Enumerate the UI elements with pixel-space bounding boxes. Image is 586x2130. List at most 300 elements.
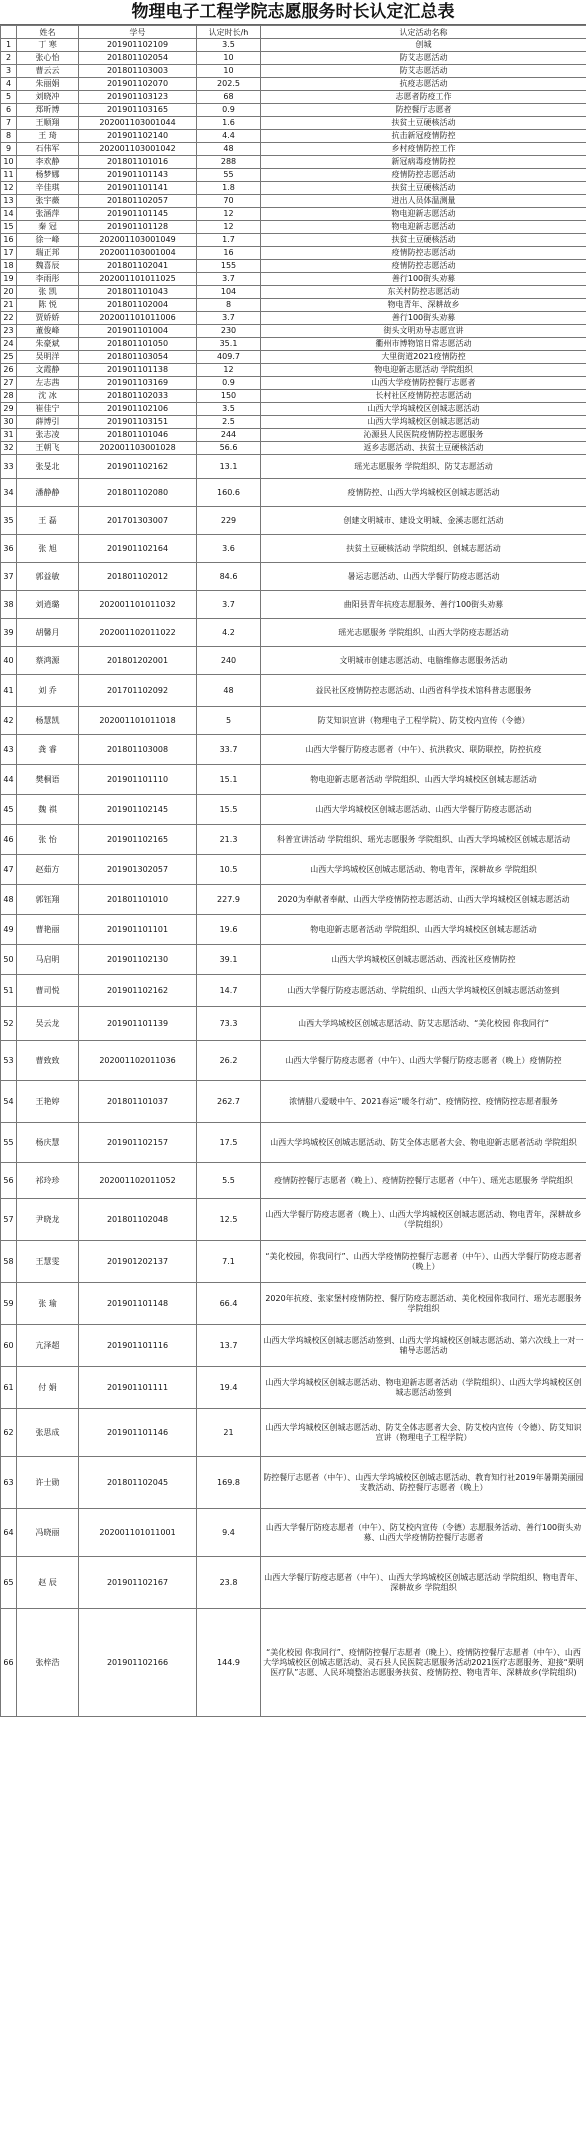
table-row [1,885,586,915]
row-activity: 新冠病毒疫情防控 [261,156,586,169]
row-hours: 229 [197,507,261,535]
header-name: 姓名 [17,26,79,39]
row-activity: 疫情防控志愿活动 [261,247,586,260]
row-index: 49 [1,915,17,945]
row-student-id: 201901102162 [79,975,197,1007]
row-name: 郭钰翔 [17,885,79,915]
table-row [1,455,586,479]
row-hours: 66.4 [197,1283,261,1325]
row-hours: 244 [197,429,261,442]
row-index: 60 [1,1325,17,1367]
row-student-id: 201801102041 [79,260,197,273]
row-student-id: 201901101148 [79,1283,197,1325]
row-index: 20 [1,286,17,299]
row-index: 28 [1,390,17,403]
table-row [1,312,586,325]
row-student-id: 201801103008 [79,735,197,765]
row-name: 张志凌 [17,429,79,442]
row-student-id: 202001102011036 [79,1041,197,1081]
row-activity: “美化校园 你我同行”、疫情防控餐厅志愿者（晚上）、疫情防控餐厅志愿者（中午）、山西大学坞城校区创城志愿活动、灵石县人民医院志愿服务活动2021医疗志愿服务、迎接“栗明医疗队”志愿、人民环境整治志愿服务扶贫、疫情防控、物电青年、深耕故乡(学院组织) [261,1609,586,1717]
row-hours: 15.1 [197,765,261,795]
row-name: 刘晓冲 [17,91,79,104]
row-index: 17 [1,247,17,260]
row-student-id: 201901102109 [79,39,197,52]
table-row [1,479,586,507]
table-row [1,1509,586,1557]
table-row [1,195,586,208]
table-row [1,299,586,312]
row-hours: 48 [197,143,261,156]
table-body [1,39,586,1717]
row-activity: 山西大学疫情防控餐厅志愿者 [261,377,586,390]
row-name: 徐一峰 [17,234,79,247]
row-hours: 0.9 [197,377,261,390]
row-name: 张宇薇 [17,195,79,208]
row-student-id: 201901101139 [79,1007,197,1041]
row-name: 张 凯 [17,286,79,299]
row-activity: 瑶光志愿服务 学院组织、山西大学防疫志愿活动 [261,619,586,647]
page-title: 物理电子工程学院志愿服务时长认定汇总表 [0,0,586,25]
row-name: 吴云龙 [17,1007,79,1041]
row-hours: 230 [197,325,261,338]
table-row [1,1041,586,1081]
row-name: 郑昕博 [17,104,79,117]
row-student-id: 202001101011018 [79,707,197,735]
table-row [1,1199,586,1241]
row-activity: 返乡志愿活动、扶贫土豆硬核活动 [261,442,586,455]
row-name: 王顺翔 [17,117,79,130]
row-activity: 山西大学餐厅防疫志愿者（中午）、山西大学餐厅防疫志愿者（晚上）疫情防控 [261,1041,586,1081]
row-name: 辛佳琪 [17,182,79,195]
row-student-id: 202001102011052 [79,1163,197,1199]
row-hours: 12.5 [197,1199,261,1241]
row-name: 郭益敏 [17,563,79,591]
header-index [1,26,17,39]
row-student-id: 201901101128 [79,221,197,234]
row-name: 石伟军 [17,143,79,156]
table-row [1,39,586,52]
row-hours: 5.5 [197,1163,261,1199]
table-row [1,1241,586,1283]
row-student-id: 201801103054 [79,351,197,364]
row-name: 王慧雯 [17,1241,79,1283]
table-row [1,390,586,403]
row-activity: 防艾志愿活动 [261,65,586,78]
row-name: 胡馨月 [17,619,79,647]
row-hours: 3.6 [197,535,261,563]
row-name: 潘静静 [17,479,79,507]
row-activity: 街头文明劝导志愿宣讲 [261,325,586,338]
row-activity: 山西大学坞城校区创城志愿活动、西流社区疫情防控 [261,945,586,975]
row-index: 50 [1,945,17,975]
row-index: 15 [1,221,17,234]
row-student-id: 201901101145 [79,208,197,221]
row-name: 张 怡 [17,825,79,855]
table-row [1,1123,586,1163]
row-activity: 扶贫土豆硬核活动 [261,117,586,130]
row-index: 54 [1,1081,17,1123]
row-name: 尹晓龙 [17,1199,79,1241]
row-activity: 物电迎新志愿活动 [261,208,586,221]
row-student-id: 201901102165 [79,825,197,855]
row-student-id: 201801101043 [79,286,197,299]
row-name: 张 瑜 [17,1283,79,1325]
row-index: 31 [1,429,17,442]
row-activity: 山西大学坞城校区创城志愿活动签到、山西大学坞城校区创城志愿活动、第六次线上一对一辅导志愿活动 [261,1325,586,1367]
row-index: 25 [1,351,17,364]
row-name: 瑞正邦 [17,247,79,260]
row-student-id: 201801101016 [79,156,197,169]
row-activity: 大里街道2021疫情防控 [261,351,586,364]
row-index: 52 [1,1007,17,1041]
row-name: 张 旭 [17,535,79,563]
row-index: 55 [1,1123,17,1163]
row-hours: 160.6 [197,479,261,507]
row-name: 丁 寒 [17,39,79,52]
table-row [1,1007,586,1041]
row-hours: 15.5 [197,795,261,825]
row-name: 曹云云 [17,65,79,78]
row-name: 陈 悦 [17,299,79,312]
row-index: 62 [1,1409,17,1457]
table-row [1,507,586,535]
table-row [1,143,586,156]
row-index: 63 [1,1457,17,1509]
row-activity: 浓情腊八爱暖中午、2021春运“暖冬行动”、疫情防控、疫情防控志愿者服务 [261,1081,586,1123]
row-index: 38 [1,591,17,619]
table-row [1,591,586,619]
row-hours: 240 [197,647,261,675]
row-student-id: 201901102162 [79,455,197,479]
row-student-id: 201801102033 [79,390,197,403]
row-hours: 4.4 [197,130,261,143]
row-student-id: 201901103151 [79,416,197,429]
row-name: 魏喜辰 [17,260,79,273]
row-index: 45 [1,795,17,825]
table-row [1,429,586,442]
row-name: 文霞静 [17,364,79,377]
table-row [1,156,586,169]
row-index: 46 [1,825,17,855]
row-name: 祁玲珍 [17,1163,79,1199]
row-hours: 8 [197,299,261,312]
row-activity: 山西大学坞城校区创城志愿活动、物电青年，深耕故乡 学院组织 [261,855,586,885]
row-index: 11 [1,169,17,182]
table-row [1,765,586,795]
table-row [1,535,586,563]
row-activity: 抗击新冠疫情防控 [261,130,586,143]
row-student-id: 201801102004 [79,299,197,312]
row-activity: 疫情防控、山西大学坞城校区创城志愿活动 [261,479,586,507]
row-student-id: 201901102070 [79,78,197,91]
row-activity: 防控餐厅志愿者 [261,104,586,117]
row-index: 32 [1,442,17,455]
row-name: 李雨彤 [17,273,79,286]
row-hours: 13.7 [197,1325,261,1367]
row-student-id: 201901101116 [79,1325,197,1367]
row-activity: 2020为奉献者奉献、山西大学疫情防控志愿活动、山西大学坞城校区创城志愿活动 [261,885,586,915]
table-row [1,1367,586,1409]
row-student-id: 201801102057 [79,195,197,208]
row-student-id: 201901101110 [79,765,197,795]
row-name: 秦 冠 [17,221,79,234]
row-hours: 155 [197,260,261,273]
table-row [1,1409,586,1457]
row-hours: 48 [197,675,261,707]
row-index: 36 [1,535,17,563]
header-student-id: 学号 [79,26,197,39]
table-row [1,221,586,234]
row-activity: 扶贫土豆硬核活动 [261,234,586,247]
row-name: 张涵萍 [17,208,79,221]
row-index: 33 [1,455,17,479]
row-activity: 山西大学坞城校区创城志愿活动、物电迎新志愿者活动（学院组织）、山西大学坞城校区创城志愿活动签到 [261,1367,586,1409]
row-activity: 益民社区疫情防控志愿活动、山西省科学技术馆科普志愿服务 [261,675,586,707]
row-student-id: 201801202001 [79,647,197,675]
row-hours: 39.1 [197,945,261,975]
row-activity: 山西大学坞城校区创城志愿活动、山西大学餐厅防疫志愿活动 [261,795,586,825]
row-activity: 山西大学坞城校区创城志愿活动 [261,416,586,429]
row-student-id: 202001101011006 [79,312,197,325]
row-index: 66 [1,1609,17,1717]
table-row [1,563,586,591]
row-student-id: 201901103165 [79,104,197,117]
row-student-id: 202001103001044 [79,117,197,130]
table-row [1,619,586,647]
row-hours: 202.5 [197,78,261,91]
row-hours: 33.7 [197,735,261,765]
table-row [1,1609,586,1717]
table-row [1,117,586,130]
row-index: 12 [1,182,17,195]
row-hours: 3.5 [197,39,261,52]
table-row [1,855,586,885]
row-hours: 3.7 [197,312,261,325]
table-row [1,104,586,117]
row-activity: 物电迎新志愿活动 [261,221,586,234]
row-activity: 山西大学餐厅防疫志愿者（中午）、抗洪救灾、联防联控，防控抗疫 [261,735,586,765]
row-activity: 东关村防控志愿活动 [261,286,586,299]
row-student-id: 201901103123 [79,91,197,104]
row-index: 22 [1,312,17,325]
row-activity: 山西大学餐厅防疫志愿者（晚上）、山西大学坞城校区创城志愿活动、物电青年，深耕故乡（学院组织） [261,1199,586,1241]
row-hours: 7.1 [197,1241,261,1283]
row-student-id: 201901202137 [79,1241,197,1283]
table-row [1,65,586,78]
row-activity: 衢州市博物馆日常志愿活动 [261,338,586,351]
row-activity: 科普宣讲活动 学院组织、瑶光志愿服务 学院组织、山西大学坞城校区创城志愿活动 [261,825,586,855]
row-activity: 防艾知识宣讲（物理电子工程学院）、防艾校内宣传（令德） [261,707,586,735]
row-name: 亢泽超 [17,1325,79,1367]
table-row [1,169,586,182]
row-activity: 疫情防控志愿活动 [261,169,586,182]
table-row [1,208,586,221]
row-index: 8 [1,130,17,143]
row-hours: 409.7 [197,351,261,364]
row-index: 65 [1,1557,17,1609]
row-name: 龚 睿 [17,735,79,765]
row-hours: 144.9 [197,1609,261,1717]
row-hours: 73.3 [197,1007,261,1041]
row-activity: 乡村疫情防控工作 [261,143,586,156]
row-index: 57 [1,1199,17,1241]
table-row [1,234,586,247]
row-hours: 84.6 [197,563,261,591]
row-activity: 山西大学餐厅防疫志愿活动、学院组织、山西大学坞城校区创城志愿活动签到 [261,975,586,1007]
row-student-id: 202001103001049 [79,234,197,247]
row-index: 58 [1,1241,17,1283]
row-hours: 9.4 [197,1509,261,1557]
row-name: 吴明洋 [17,351,79,364]
row-hours: 169.8 [197,1457,261,1509]
row-name: 曹司悦 [17,975,79,1007]
row-activity: 物电迎新志愿活动 学院组织 [261,364,586,377]
summary-table [0,25,586,1717]
row-index: 37 [1,563,17,591]
table-row [1,260,586,273]
row-activity: “美化校园，你我同行”、山西大学疫情防控餐厅志愿者（中午）、山西大学餐厅防疫志愿者（晚上） [261,1241,586,1283]
row-index: 41 [1,675,17,707]
row-hours: 104 [197,286,261,299]
row-index: 16 [1,234,17,247]
row-activity: 物电青年、深耕故乡 [261,299,586,312]
table-row [1,825,586,855]
row-hours: 13.1 [197,455,261,479]
table-row [1,975,586,1007]
table-row [1,247,586,260]
row-student-id: 202001103001004 [79,247,197,260]
row-hours: 19.6 [197,915,261,945]
row-name: 刘逍璐 [17,591,79,619]
row-hours: 19.4 [197,1367,261,1409]
row-activity: 疫情防控志愿活动 [261,260,586,273]
row-index: 27 [1,377,17,390]
row-hours: 227.9 [197,885,261,915]
row-index: 61 [1,1367,17,1409]
row-hours: 55 [197,169,261,182]
table-row [1,286,586,299]
row-hours: 2.5 [197,416,261,429]
row-hours: 10 [197,65,261,78]
table-row [1,273,586,286]
row-hours: 21 [197,1409,261,1457]
row-student-id: 201801101037 [79,1081,197,1123]
table-header-row [1,26,586,39]
row-activity: 创建文明城市、建设文明城、金溪志愿红活动 [261,507,586,535]
row-student-id: 202001102011022 [79,619,197,647]
row-index: 53 [1,1041,17,1081]
row-activity: 山西大学餐厅防疫志愿者（中午）、防艾校内宣传（令德）志愿服务活动、善行100街头劝募、山西大学疫情防控餐厅志愿者 [261,1509,586,1557]
table-row [1,325,586,338]
row-activity: 山西大学坞城校区创城志愿活动、防艾全体志愿者大会、防艾校内宣传（令德）、防艾知识宣讲（物理电子工程学院） [261,1409,586,1457]
row-student-id: 202001101011025 [79,273,197,286]
row-name: 刘 乔 [17,675,79,707]
row-activity: 曲阳县青年抗疫志愿服务、善行100街头劝募 [261,591,586,619]
row-index: 2 [1,52,17,65]
row-index: 59 [1,1283,17,1325]
row-activity: 物电迎新志愿者活动 学院组织、山西大学坞城校区创城志愿活动 [261,765,586,795]
table-row [1,707,586,735]
row-student-id: 201901102157 [79,1123,197,1163]
row-index: 19 [1,273,17,286]
row-student-id: 202001103001028 [79,442,197,455]
row-student-id: 201901101101 [79,915,197,945]
row-name: 许士勋 [17,1457,79,1509]
row-student-id: 201701102092 [79,675,197,707]
row-index: 9 [1,143,17,156]
row-index: 56 [1,1163,17,1199]
row-hours: 14.7 [197,975,261,1007]
row-hours: 68 [197,91,261,104]
row-name: 曹艳丽 [17,915,79,945]
row-hours: 26.2 [197,1041,261,1081]
row-activity: 长村社区疫情防控志愿活动 [261,390,586,403]
table-row [1,735,586,765]
row-name: 朱豪斌 [17,338,79,351]
table-row [1,1081,586,1123]
row-activity: 创城 [261,39,586,52]
row-name: 杨梦娜 [17,169,79,182]
row-student-id: 201801101010 [79,885,197,915]
row-hours: 17.5 [197,1123,261,1163]
table-row [1,78,586,91]
table-row [1,915,586,945]
row-index: 35 [1,507,17,535]
row-index: 26 [1,364,17,377]
row-name: 王 琦 [17,130,79,143]
table-row [1,182,586,195]
row-index: 1 [1,39,17,52]
row-student-id: 201801102048 [79,1199,197,1241]
table-row [1,795,586,825]
table-row [1,1163,586,1199]
row-hours: 4.2 [197,619,261,647]
row-index: 21 [1,299,17,312]
row-activity: 防艾志愿活动 [261,52,586,65]
row-hours: 10.5 [197,855,261,885]
row-index: 3 [1,65,17,78]
row-hours: 21.3 [197,825,261,855]
row-index: 5 [1,91,17,104]
row-name: 张心怡 [17,52,79,65]
row-student-id: 201801102012 [79,563,197,591]
row-hours: 3.7 [197,273,261,286]
row-name: 蔡鸿源 [17,647,79,675]
row-student-id: 202001103001042 [79,143,197,156]
row-activity: 山西大学餐厅防疫志愿者（中午）、山西大学坞城校区创城志愿活动 学院组织、物电青年、深耕故乡 学院组织 [261,1557,586,1609]
row-index: 34 [1,479,17,507]
row-index: 23 [1,325,17,338]
row-hours: 3.5 [197,403,261,416]
row-name: 董俊峰 [17,325,79,338]
row-student-id: 201701303007 [79,507,197,535]
row-name: 付 娟 [17,1367,79,1409]
row-student-id: 201801102054 [79,52,197,65]
row-activity: 志愿者防疫工作 [261,91,586,104]
row-activity: 扶贫土豆硬核活动 学院组织、创城志愿活动 [261,535,586,563]
row-student-id: 201901102167 [79,1557,197,1609]
row-index: 48 [1,885,17,915]
row-activity: 疫情防控餐厅志愿者（晚上）、疫情防控餐厅志愿者（中午）、瑶光志愿服务 学院组织 [261,1163,586,1199]
row-student-id: 201901102164 [79,535,197,563]
row-student-id: 201901103169 [79,377,197,390]
row-name: 曹致致 [17,1041,79,1081]
row-hours: 262.7 [197,1081,261,1123]
row-name: 李欢静 [17,156,79,169]
table-row [1,647,586,675]
row-student-id: 202001101011001 [79,1509,197,1557]
row-student-id: 201901101146 [79,1409,197,1457]
